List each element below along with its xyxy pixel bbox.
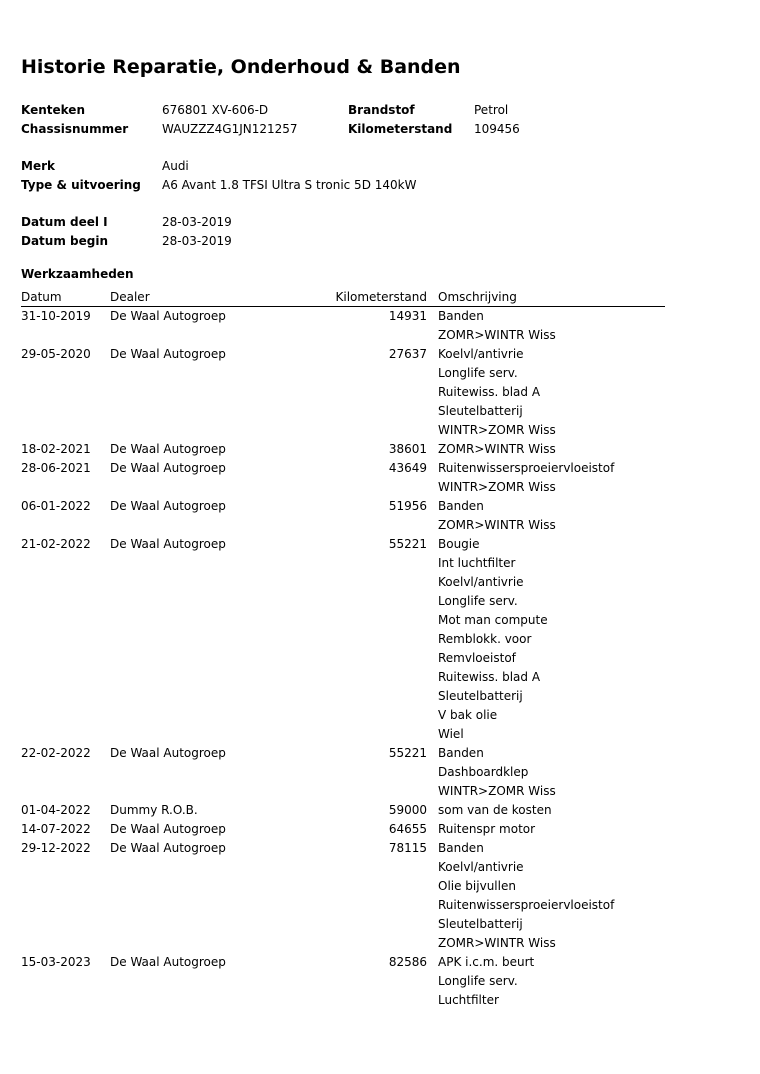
row-omschrijving (438, 535, 548, 744)
brandstof-label: Brandstof (348, 103, 415, 117)
omschrijving-item: Bougie (438, 537, 480, 551)
row-omschrijving (438, 307, 556, 345)
row-date: 14-07-2022 (21, 822, 91, 836)
row-omschrijving (438, 345, 556, 440)
column-header-kilometerstand: Kilometerstand (335, 290, 427, 304)
brandstof-value: Petrol (474, 103, 509, 117)
omschrijving-item: Koelvl/antivrie (438, 860, 524, 874)
row-omschrijving (438, 953, 534, 1010)
row-dealer: De Waal Autogroep (110, 442, 226, 456)
row-omschrijving (438, 839, 614, 953)
omschrijving-item: ZOMR>WINTR Wiss (438, 518, 556, 532)
kilometerstand-label: Kilometerstand (348, 122, 453, 136)
row-kilometerstand: 55221 (388, 537, 427, 551)
row-omschrijving (438, 497, 556, 535)
table-row (0, 459, 760, 497)
row-kilometerstand: 55221 (388, 746, 427, 760)
datum-begin-value: 28-03-2019 (162, 234, 232, 248)
type-value: A6 Avant 1.8 TFSI Ultra S tronic 5D 140kW (162, 178, 417, 192)
omschrijving-item: som van de kosten (438, 803, 552, 817)
omschrijving-item: Longlife serv. (438, 974, 518, 988)
chassisnummer-label: Chassisnummer (21, 122, 129, 136)
omschrijving-item: Remvloeistof (438, 651, 516, 665)
omschrijving-item: Dashboardklep (438, 765, 529, 779)
row-kilometerstand: 82586 (388, 955, 427, 969)
omschrijving-item: Wiel (438, 727, 464, 741)
kilometerstand-value: 109456 (474, 122, 520, 136)
omschrijving-item: WINTR>ZOMR Wiss (438, 423, 556, 437)
row-omschrijving (438, 744, 556, 801)
row-omschrijving (438, 820, 535, 839)
omschrijving-item: Banden (438, 841, 484, 855)
omschrijving-item: Banden (438, 746, 484, 760)
datum-begin-label: Datum begin (21, 234, 108, 248)
row-date: 06-01-2022 (21, 499, 91, 513)
table-row (0, 801, 760, 820)
omschrijving-item: Luchtfilter (438, 993, 499, 1007)
kenteken-value: 676801 XV-606-D (162, 103, 269, 117)
row-date: 21-02-2022 (21, 537, 91, 551)
omschrijving-item: Olie bijvullen (438, 879, 516, 893)
omschrijving-item: WINTR>ZOMR Wiss (438, 784, 556, 798)
row-dealer: De Waal Autogroep (110, 841, 226, 855)
table-row (0, 839, 760, 953)
row-kilometerstand: 38601 (388, 442, 427, 456)
omschrijving-item: Sleutelbatterij (438, 404, 523, 418)
chassisnummer-value: WAUZZZ4G1JN121257 (162, 122, 298, 136)
row-date: 29-12-2022 (21, 841, 91, 855)
row-kilometerstand: 78115 (388, 841, 427, 855)
omschrijving-item: Longlife serv. (438, 366, 518, 380)
omschrijving-item: V bak olie (438, 708, 498, 722)
table-row (0, 535, 760, 744)
row-omschrijving (438, 801, 552, 820)
omschrijving-item: Int luchtfilter (438, 556, 516, 570)
row-dealer: De Waal Autogroep (110, 746, 226, 760)
omschrijving-item: Mot man compute (438, 613, 548, 627)
omschrijving-item: Ruitenwissersproeiervloeistof (438, 898, 615, 912)
merk-value: Audi (162, 159, 189, 173)
table-row (0, 307, 760, 345)
werkzaamheden-title: Werkzaamheden (21, 267, 134, 281)
row-kilometerstand: 27637 (388, 347, 427, 361)
row-date: 31-10-2019 (21, 309, 91, 323)
omschrijving-item: Koelvl/antivrie (438, 347, 524, 361)
omschrijving-item: ZOMR>WINTR Wiss (438, 936, 556, 950)
column-header-omschrijving: Omschrijving (438, 290, 517, 304)
row-omschrijving (438, 459, 614, 497)
omschrijving-item: WINTR>ZOMR Wiss (438, 480, 556, 494)
row-date: 15-03-2023 (21, 955, 91, 969)
omschrijving-item: Ruitenwissersproeiervloeistof (438, 461, 615, 475)
row-dealer: De Waal Autogroep (110, 537, 226, 551)
row-dealer: De Waal Autogroep (110, 499, 226, 513)
omschrijving-item: Banden (438, 309, 484, 323)
omschrijving-item: Sleutelbatterij (438, 689, 523, 703)
omschrijving-item: Ruitewiss. blad A (438, 385, 541, 399)
datum-deel-label: Datum deel I (21, 215, 108, 229)
row-dealer: De Waal Autogroep (110, 309, 226, 323)
datum-deel-value: 28-03-2019 (162, 215, 232, 229)
row-date: 29-05-2020 (21, 347, 91, 361)
page-title: Historie Reparatie, Onderhoud & Banden (21, 56, 461, 78)
row-kilometerstand: 51956 (388, 499, 427, 513)
row-kilometerstand: 64655 (388, 822, 427, 836)
table-row (0, 497, 760, 535)
column-header-dealer: Dealer (110, 290, 150, 304)
omschrijving-item: Longlife serv. (438, 594, 518, 608)
row-date: 18-02-2021 (21, 442, 91, 456)
omschrijving-item: Ruitenspr motor (438, 822, 536, 836)
row-omschrijving (438, 440, 556, 459)
omschrijving-item: Sleutelbatterij (438, 917, 523, 931)
row-date: 28-06-2021 (21, 461, 91, 475)
omschrijving-item: ZOMR>WINTR Wiss (438, 328, 556, 342)
table-row (0, 440, 760, 459)
table-row (0, 820, 760, 839)
row-kilometerstand: 43649 (388, 461, 427, 475)
omschrijving-item: Banden (438, 499, 484, 513)
row-date: 22-02-2022 (21, 746, 91, 760)
omschrijving-item: APK i.c.m. beurt (438, 955, 535, 969)
row-date: 01-04-2022 (21, 803, 91, 817)
table-row (0, 744, 760, 801)
omschrijving-item: Remblokk. voor (438, 632, 532, 646)
type-label: Type & uitvoering (21, 178, 141, 192)
merk-label: Merk (21, 159, 55, 173)
omschrijving-item: ZOMR>WINTR Wiss (438, 442, 556, 456)
row-dealer: De Waal Autogroep (110, 347, 226, 361)
kenteken-label: Kenteken (21, 103, 85, 117)
row-kilometerstand: 14931 (388, 309, 427, 323)
row-dealer: De Waal Autogroep (110, 461, 226, 475)
row-kilometerstand: 59000 (388, 803, 427, 817)
omschrijving-item: Koelvl/antivrie (438, 575, 524, 589)
column-header-datum: Datum (21, 290, 62, 304)
table-row (0, 345, 760, 440)
table-row (0, 953, 760, 1010)
row-dealer: Dummy R.O.B. (110, 803, 198, 817)
omschrijving-item: Ruitewiss. blad A (438, 670, 541, 684)
row-dealer: De Waal Autogroep (110, 822, 226, 836)
row-dealer: De Waal Autogroep (110, 955, 226, 969)
